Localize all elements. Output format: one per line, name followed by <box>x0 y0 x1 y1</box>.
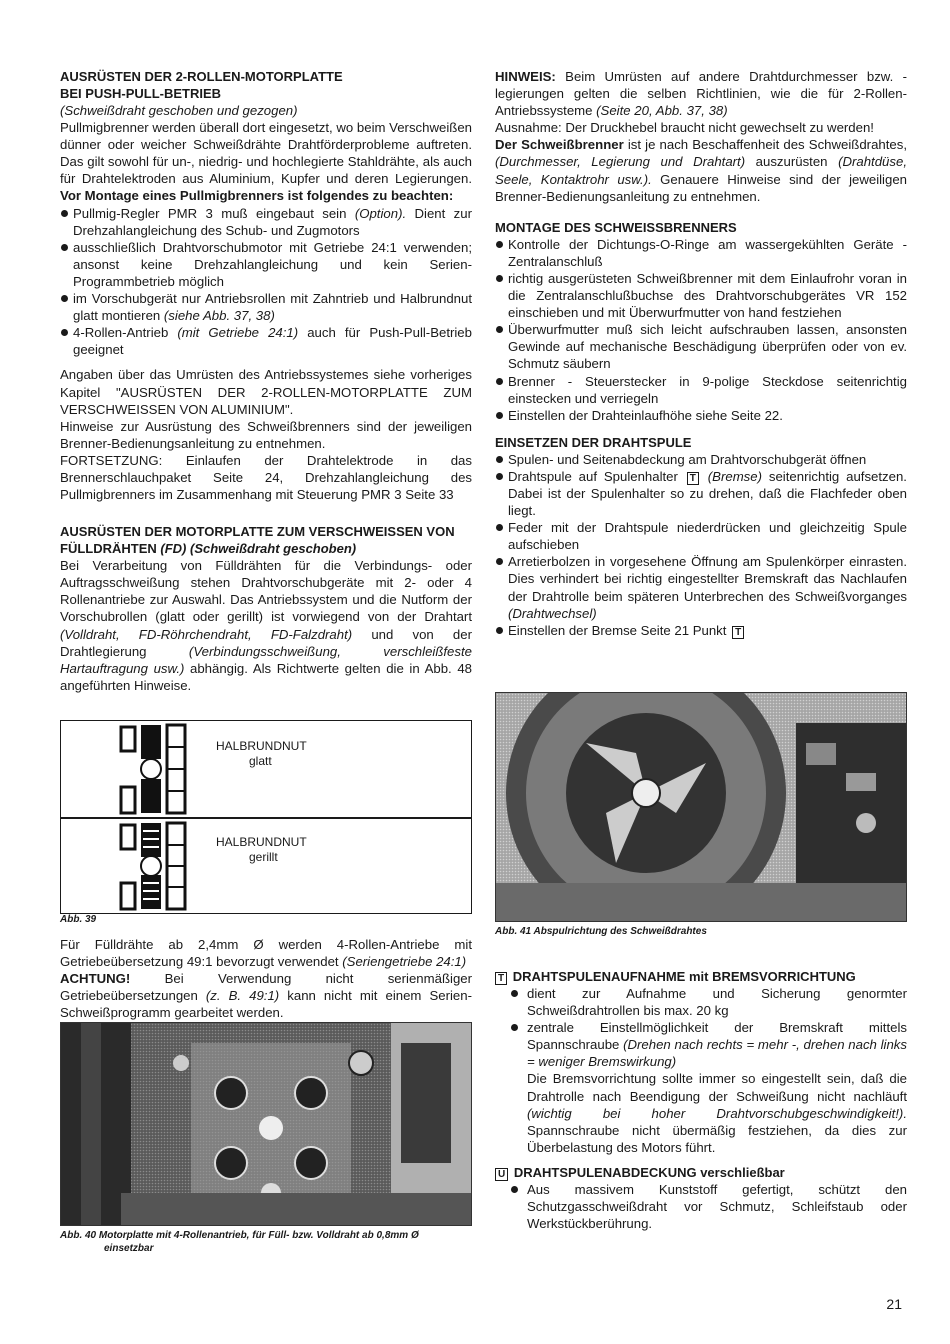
paragraph: Hinweise zur Ausrüstung des Schweißbrenners sind der jeweiligen Brenner-Bedienungsanleitung zu entnehmen. <box>60 418 472 451</box>
list-item: Einstellen der Bremse Seite 21 Punkt T <box>495 622 907 639</box>
section-title: AUSRÜSTEN DER MOTORPLATTE ZUM VERSCHWEISSEN VON FÜLLDRÄHTEN (FD) (Schweißdraht geschoben) <box>60 524 455 557</box>
section-subtitle: (Schweißdraht geschoben und gezogen) <box>60 103 298 118</box>
list-item: Aus massivem Kunststoff gefertigt, schützt den Schutzgasschweißdraht vor Schmutz, Schleifstaub oder Werkstückberührung. <box>495 1181 907 1232</box>
diagram-label: HALBRUNDNUT <box>216 739 307 753</box>
section-title: T DRAHTSPULENAUFNAHME mit BREMSVORRICHTUNG <box>495 968 907 985</box>
page-number: 21 <box>886 1296 902 1312</box>
left-column-lower <box>60 936 472 1021</box>
list-item: Überwurfmutter muß sich leicht aufschrauben lassen, ansonsten Gewinde auf mechanische Beschädigung überprüfen oder von ev. Schmutz säubern <box>495 321 907 372</box>
diagram-label: glatt <box>249 754 272 768</box>
marker-t: T <box>687 472 699 485</box>
list-item: richtig ausgerüsteten Schweißbrenner mit dem Einlaufrohr voran in die Zentralanschlußbuchse des Drahtvorschubgerätes VR 152 einschieben und mit Überwurfmutter von hand festziehen <box>495 270 907 321</box>
bullet-list <box>495 451 907 639</box>
list-item: Einstellen der Drahteinlaufhöhe siehe Seite 22. <box>495 407 907 424</box>
paragraph: Ausnahme: Der Druckhebel braucht nicht gewechselt zu werden! <box>495 120 874 136</box>
roller-diagram-grooved <box>60 818 472 914</box>
list-item: im Vorschubgerät nur Antriebsrollen mit Zahntrieb und Halbrundnut glatt montieren (siehe Abb. 37, 38) <box>60 290 472 324</box>
wire-spool-image <box>496 693 906 921</box>
bullet-list <box>495 236 907 424</box>
right-column-lower <box>495 968 907 1232</box>
list-item: dient zur Aufnahme und Sicherung genormter Schweißdrahtrollen bis max. 20 kg <box>495 985 907 1019</box>
wire-spool-photo <box>495 692 907 922</box>
paragraph: ACHTUNG! Bei Verwendung nicht serienmäßiger Getriebeübersetzungen (z. B. 49:1) kann nicht mit einem Serien-Schweißprogramm gearbeitet werden. <box>60 971 473 1021</box>
bullet-list <box>60 205 472 359</box>
figure-caption: Abb. 39 <box>60 914 97 925</box>
diagram-label: HALBRUNDNUT <box>216 835 307 849</box>
paragraph: Pullmigbrenner werden überall dort eingesetzt, wo beim Verschweißen dünner oder weicher Schweißdrähte Drahtförderprobleme auftreten. Das gilt sowohl für un-, niedrig- und hochlegierte Stahldrähte, als auch für Drahtelektroden aus Aluminium, Kupfer und deren Legierungen. Vor Montage eines Pullmigbrenners ist folgendes zu beachten: <box>60 120 472 204</box>
paragraph: Der Schweißbrenner ist je nach Beschaffenheit des Schweißdrahtes, (Durchmesser, Legierung und Drahtart) auszurüsten (Drahtdüse, Seele, Kontaktrohr usw.). Genauere Hinweise sind der jeweiligen Brenner-Bedienungsanleitung zu entnehmen. <box>495 137 907 204</box>
motor-plate-image <box>61 1023 471 1225</box>
roller-smooth-icon <box>101 721 221 817</box>
bullet-list <box>495 1181 907 1232</box>
section-title: MONTAGE DES SCHWEISSBRENNERS <box>495 219 737 235</box>
section-title-line2: BEI PUSH-PULL-BETRIEB <box>60 86 222 101</box>
list-item: Feder mit der Drahtspule niederdrücken und gleichzeitig Spule aufschieben <box>495 519 907 553</box>
paragraph: Bei Verarbeitung von Fülldrähten für die Verbindungs- oder Auftragsschweißung stehen Drahtvorschubgeräte mit 2- oder 4 Rollenantriebe zur Auswahl. Das Antriebssystem und die Nutform der Vorschubrollen (glatt oder gerillt) ist vorwiegend von der Drahtart (Volldraht, FD-Röhrchendraht, FD-Falzdraht) und von der Drahtlegierung (Verbindungsschweißung, verschleißfeste Hartauftragung usw.) abhängig. Als Richtwerte gelten die in Abb. 48 angeführten Hinweise. <box>60 558 472 693</box>
paragraph: HINWEIS: Beim Umrüsten auf andere Drahtdurchmesser bzw. -legierungen gelten die selben Richtlinien, wie die für 2-Rollen-Antriebssysteme (Seite 20, Abb. 37, 38) <box>495 69 907 119</box>
list-item: Drahtspule auf Spulenhalter T (Bremse) seitenrichtig aufsetzen. Dabei ist der Spulenhalter so zu drehen, daß die Flachfeder oben liegt. <box>495 468 907 519</box>
list-item: Arretierbolzen in vorgesehene Öffnung am Spulenkörper einrasten. Dies verhindert bei richtig eingestellter Bremskraft das Nachlaufen der Drahtrolle beim späteren Unterbrechen des Schweißvorganges (Drahtwechsel) <box>495 553 907 621</box>
list-item: Brenner - Steuerstecker in 9-polige Steckdose seitenrichtig einstecken und verriegeln <box>495 373 907 407</box>
figure-caption-line2: einsetzbar <box>104 1243 154 1254</box>
list-item: zentrale Einstellmöglichkeit der Bremskraft mittels Spannschraube (Drehen nach rechts = mehr -, drehen nach links = weniger Bremswirkung) Die Bremsvorrichtung sollte immer so eingestellt sein, daß die Drahtrolle nach Beendigung der Schweißung nicht nachläuft (wichtig bei hoher Drahtvorschubgeschwindigkeit!). Spannschraube nicht übermäßig festziehen, da dies zur Überbelastung des Motors führt. <box>495 1019 907 1156</box>
list-item: 4-Rollen-Antrieb (mit Getriebe 24:1) auch für Push-Pull-Betrieb geeignet <box>60 324 472 358</box>
paragraph: Für Fülldrähte ab 2,4mm Ø werden 4-Rollen-Antriebe mit Getriebeübersetzung 49:1 bevorzugt verwendet (Seriengetriebe 24:1) <box>60 937 472 970</box>
list-item: Kontrolle der Dichtungs-O-Ringe am wassergekühlten Geräte - Zentralanschluß <box>495 236 907 270</box>
section-title: AUSRÜSTEN DER 2-ROLLEN-MOTORPLATTE <box>60 69 343 84</box>
diagram-label: gerillt <box>249 850 278 864</box>
section-title: U DRAHTSPULENABDECKUNG verschließbar <box>495 1164 907 1181</box>
bullet-list <box>495 985 907 1156</box>
list-item: Pullmig-Regler PMR 3 muß eingebaut sein (Option). Dient zur Drehzahlangleichung des Schub- und Zugmotors <box>60 205 472 239</box>
marker-t: T <box>495 972 507 985</box>
figure-caption: Abb. 40 Motorplatte mit 4-Rollenantrieb, für Füll- bzw. Volldraht ab 0,8mm Ø <box>60 1230 419 1241</box>
marker-u: U <box>495 1168 508 1181</box>
motor-plate-photo <box>60 1022 472 1226</box>
section-title: EINSETZEN DER DRAHTSPULE <box>495 434 692 450</box>
paragraph: FORTSETZUNG: Einlaufen der Drahtelektrode in das Brennerschlauchpaket Seite 24, Drehzahlangleichung des Pullmigbrenners im Zusammenhang mit Steuerung PMR 3 Seite 33 <box>60 452 472 503</box>
marker-t: T <box>732 626 744 639</box>
roller-diagram-smooth <box>60 720 472 818</box>
list-item: Spulen- und Seitenabdeckung am Drahtvorschubgerät öffnen <box>495 451 907 468</box>
paragraph: Angaben über das Umrüsten des Antriebssystemes siehe vorheriges Kapitel "AUSRÜSTEN DER 2-ROLLEN-MOTORPLATTE ZUM VERSCHWEISSEN VON ALUMINIUM". <box>60 367 472 417</box>
left-column <box>60 68 472 694</box>
roller-grooved-icon <box>101 819 221 913</box>
list-item: ausschließlich Drahtvorschubmotor mit Getriebe 24:1 verwenden; ansonst keine Drehzahlangleichung und kein Serien-Programmbetrieb möglich <box>60 239 472 290</box>
figure-caption: Abb. 41 Abspulrichtung des Schweißdrahtes <box>495 926 707 937</box>
right-column <box>495 68 907 639</box>
